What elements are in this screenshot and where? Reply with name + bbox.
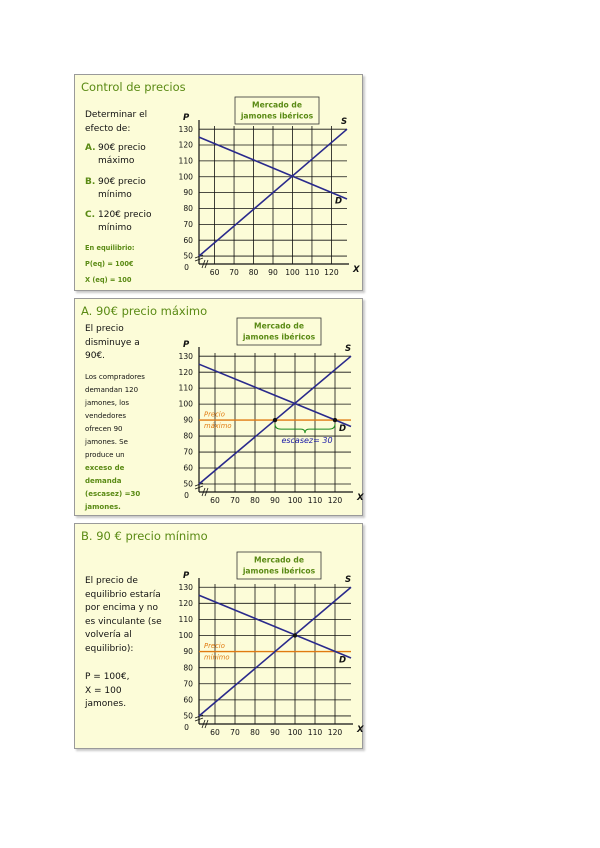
origin-label: 0	[184, 263, 189, 272]
highlight-line: jamones.	[85, 503, 121, 511]
origin-label: 0	[184, 491, 189, 500]
intro-line: El precio	[85, 324, 124, 334]
x-tick-label: 70	[230, 728, 240, 737]
y-tick-label: 80	[183, 431, 193, 441]
option-line: máximo	[98, 156, 135, 167]
y-tick-label: 70	[183, 447, 193, 457]
body-line: vendedores	[85, 412, 127, 420]
equilibrium-line: En equilibrio:	[85, 244, 135, 252]
option-letter: A.	[85, 143, 96, 153]
y-tick-label: 130	[178, 351, 193, 361]
x-tick-label: 60	[209, 268, 220, 277]
option-line: 90€ precio	[98, 143, 146, 153]
x-axis-label: X	[357, 493, 364, 503]
intersection-point	[273, 418, 277, 422]
intersection-point	[333, 418, 337, 422]
price-control-label: máximo	[204, 422, 232, 431]
chart-title-line: Mercado de	[252, 100, 302, 110]
x-tick-label: 120	[324, 268, 339, 277]
y-tick-label: 120	[178, 367, 193, 377]
x-tick-label: 100	[287, 728, 303, 737]
y-tick-label: 60	[183, 463, 193, 473]
market-chart	[75, 524, 362, 748]
highlight-line: exceso de	[85, 464, 125, 472]
y-tick-label: 80	[183, 204, 193, 214]
option-line: mínimo	[98, 223, 132, 234]
x-tick-label: 100	[287, 496, 303, 505]
demand-label: D	[335, 196, 343, 207]
x-tick-label: 100	[285, 268, 300, 277]
y-tick-label: 90	[183, 647, 193, 657]
slide-precio-maximo	[74, 298, 363, 516]
body-line: equilibrio estaría	[85, 589, 161, 600]
option-line: 90€ precio	[98, 177, 146, 187]
body-line: volvería al	[85, 630, 132, 641]
slide-control-de-precios	[74, 74, 363, 291]
y-tick-label: 50	[183, 479, 193, 489]
y-tick-label: 50	[183, 251, 193, 261]
x-tick-label: 60	[210, 728, 220, 737]
result-line: X = 100	[85, 685, 122, 696]
chart-title-line: jamones ibéricos	[240, 111, 314, 121]
y-tick-label: 130	[178, 582, 193, 592]
intro-line: 90€.	[85, 351, 106, 362]
market-chart	[75, 75, 362, 299]
x-tick-label: 80	[250, 728, 260, 737]
body-line: es vinculante (se	[85, 616, 162, 627]
y-tick-label: 120	[178, 140, 193, 150]
intersection-point	[293, 633, 297, 637]
body-line: Los compradores	[85, 373, 145, 381]
x-axis-label: X	[357, 725, 364, 735]
x-tick-label: 110	[307, 728, 323, 737]
market-chart	[75, 299, 362, 523]
equilibrium-line: P(eq) = 100€	[85, 260, 134, 268]
x-tick-label: 110	[307, 496, 323, 505]
intro-line: efecto de:	[85, 123, 131, 134]
shortage-bracket	[275, 424, 335, 433]
x-tick-label: 90	[268, 268, 278, 277]
y-tick-label: 110	[178, 383, 193, 393]
chart-title-line: jamones ibéricos	[242, 566, 316, 576]
y-tick-label: 100	[178, 399, 193, 409]
option-line: 120€ precio	[98, 210, 152, 220]
y-tick-label: 90	[183, 415, 193, 425]
x-tick-label: 120	[327, 728, 343, 737]
result-line: jamones.	[85, 699, 127, 710]
body-line: jamones, los	[85, 399, 130, 407]
price-control-label: Precio	[204, 410, 225, 419]
body-line: ofrecen 90	[85, 425, 123, 433]
chart-title-line: Mercado de	[254, 321, 304, 331]
x-tick-label: 80	[248, 268, 259, 277]
demand-label: D	[339, 424, 347, 435]
option-line: mínimo	[98, 190, 132, 201]
intro-line: disminuye a	[85, 337, 140, 348]
demand-label: D	[339, 655, 347, 666]
slide-title: A. 90€ precio máximo	[81, 304, 208, 318]
y-tick-label: 120	[178, 598, 193, 608]
chart-title-line: jamones ibéricos	[242, 332, 316, 342]
slide-precio-minimo	[74, 523, 363, 749]
y-axis-label: P	[183, 340, 190, 350]
x-axis-label: X	[353, 265, 360, 275]
price-control-label: Precio	[204, 642, 225, 651]
x-tick-label: 120	[327, 496, 343, 505]
intro-line: Determinar el	[85, 110, 148, 120]
body-line: demandan 120	[85, 386, 139, 394]
y-tick-label: 110	[178, 156, 193, 166]
body-line: produce un	[85, 451, 125, 459]
y-tick-label: 70	[183, 679, 193, 689]
y-axis-label: P	[183, 571, 190, 581]
body-line: equilibrio):	[85, 643, 134, 654]
y-tick-label: 50	[183, 711, 193, 721]
x-tick-label: 60	[210, 496, 220, 505]
y-tick-label: 60	[183, 235, 193, 245]
shortage-label: escasez= 30	[281, 436, 333, 446]
supply-label: S	[341, 117, 348, 128]
x-tick-label: 80	[250, 496, 260, 505]
y-tick-label: 110	[178, 615, 193, 625]
body-line: jamones. Se	[85, 438, 128, 446]
x-tick-label: 90	[270, 728, 280, 737]
highlight-line: demanda	[85, 477, 122, 485]
y-tick-label: 130	[178, 124, 193, 134]
y-axis-label: P	[183, 113, 190, 123]
slide-title: Control de precios	[81, 80, 186, 94]
option-letter: B.	[85, 177, 96, 187]
option-letter: C.	[85, 210, 96, 220]
origin-label: 0	[184, 723, 189, 732]
x-tick-label: 70	[229, 268, 239, 277]
y-tick-label: 100	[178, 631, 193, 641]
y-tick-label: 100	[178, 172, 193, 182]
chart-title-line: Mercado de	[254, 555, 304, 565]
highlight-line: (escasez) =30	[85, 490, 141, 498]
x-tick-label: 110	[304, 268, 320, 277]
y-tick-label: 70	[183, 219, 193, 229]
slide-title: B. 90 € precio mínimo	[81, 529, 208, 543]
supply-label: S	[345, 344, 352, 355]
x-tick-label: 90	[270, 496, 280, 505]
x-tick-label: 70	[230, 496, 240, 505]
result-line: P = 100€,	[85, 672, 130, 682]
y-tick-label: 80	[183, 663, 193, 673]
price-control-label: mínimo	[204, 653, 230, 662]
equilibrium-line: X (eq) = 100	[85, 276, 132, 284]
y-tick-label: 90	[183, 188, 193, 198]
body-line: por encima y no	[85, 603, 159, 614]
body-line: El precio de	[85, 576, 138, 586]
supply-label: S	[345, 575, 352, 586]
y-tick-label: 60	[183, 695, 193, 705]
